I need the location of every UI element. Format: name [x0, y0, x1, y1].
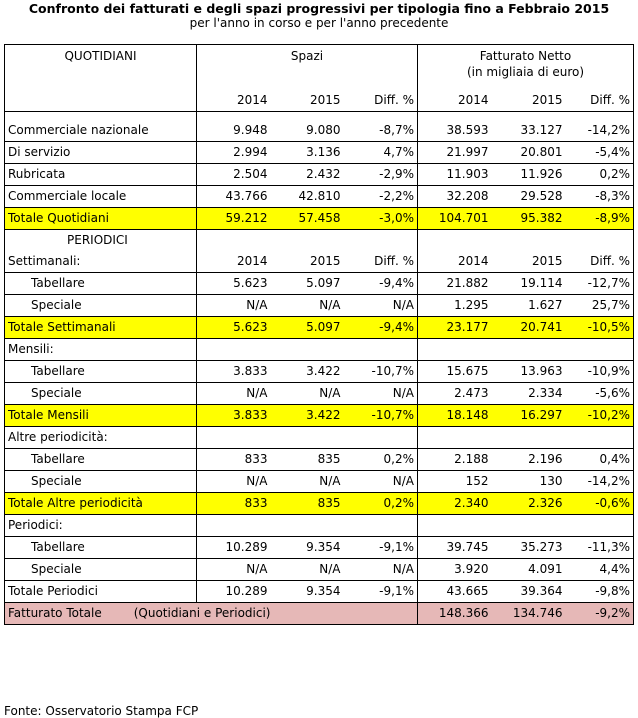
table-row [5, 186, 634, 208]
row-label: Totale Altre periodicità [5, 492, 197, 514]
row-label: Speciale [5, 294, 197, 316]
row-value: 9.354 [271, 536, 344, 558]
row-label: Totale Quotidiani [5, 208, 197, 230]
row-value: 11.926 [492, 164, 566, 186]
year-2014-header: 2014 [197, 251, 271, 273]
row-value: -5,4% [566, 142, 634, 164]
row-value: 20.741 [492, 316, 566, 338]
row-value: 2.326 [492, 492, 566, 514]
row-label: Commerciale locale [5, 186, 197, 208]
row-value: 9.948 [197, 120, 271, 142]
row-value: N/A [197, 558, 271, 580]
diff-header: Diff. % [344, 90, 418, 112]
row-label: Speciale [5, 558, 197, 580]
row-value: -8,7% [344, 120, 418, 142]
row-value: 59.212 [197, 208, 271, 230]
total-periodici-row [5, 580, 634, 602]
row-value: 39.745 [418, 536, 492, 558]
row-value: -2,9% [344, 164, 418, 186]
row-value: 23.177 [418, 316, 492, 338]
row-value: 19.114 [492, 273, 566, 295]
row-value: 43.665 [418, 580, 492, 602]
row-value: 3.136 [271, 142, 344, 164]
row-label: Commerciale nazionale [5, 120, 197, 142]
fatturato-heading-label: Fatturato Netto [479, 49, 572, 63]
year-2015-header: 2015 [492, 251, 566, 273]
row-value: -14,2% [566, 120, 634, 142]
row-value: 29.528 [492, 186, 566, 208]
quotidiani-heading: QUOTIDIANI [5, 45, 197, 91]
row-value: 9.354 [271, 580, 344, 602]
row-value: 3.422 [271, 404, 344, 426]
row-value: N/A [197, 470, 271, 492]
table-row [5, 164, 634, 186]
row-value: 4.091 [492, 558, 566, 580]
row-label: Tabellare [5, 448, 197, 470]
row-value: 10.289 [197, 536, 271, 558]
row-value: N/A [344, 382, 418, 404]
diff-header: Diff. % [344, 251, 418, 273]
row-value: -10,9% [566, 360, 634, 382]
row-value: 5.097 [271, 273, 344, 295]
row-value: 2.334 [492, 382, 566, 404]
source-note: Fonte: Osservatorio Stampa FCP [4, 704, 199, 718]
fatturato-totale-label: Fatturato Totale [8, 605, 102, 620]
table-row [5, 360, 634, 382]
row-value: 32.208 [418, 186, 492, 208]
row-value: 4,7% [344, 142, 418, 164]
row-value: 152 [418, 470, 492, 492]
row-value: 0,2% [566, 164, 634, 186]
row-value: -10,2% [566, 404, 634, 426]
row-value: 2.432 [271, 164, 344, 186]
row-value: N/A [344, 558, 418, 580]
row-label: Speciale [5, 470, 197, 492]
row-value: 39.364 [492, 580, 566, 602]
row-value: 835 [271, 492, 344, 514]
row-value: 38.593 [418, 120, 492, 142]
row-value: -10,7% [344, 360, 418, 382]
row-value: -8,3% [566, 186, 634, 208]
row-value: 57.458 [271, 208, 344, 230]
year-2014-header: 2014 [197, 90, 271, 112]
altre-label-row [5, 426, 634, 448]
row-value: 2.340 [418, 492, 492, 514]
row-label: Tabellare [5, 536, 197, 558]
row-value: 35.273 [492, 536, 566, 558]
row-value: -8,9% [566, 208, 634, 230]
row-value: 13.963 [492, 360, 566, 382]
total-mensili-row [5, 404, 634, 426]
section-label: Periodici: [5, 514, 197, 536]
row-value: N/A [271, 294, 344, 316]
total-settimanali-row [5, 316, 634, 338]
row-value: 833 [197, 448, 271, 470]
row-value: 2.196 [492, 448, 566, 470]
row-value: -5,6% [566, 382, 634, 404]
row-value: 9.080 [271, 120, 344, 142]
row-value: -9,1% [344, 580, 418, 602]
row-value: -9,8% [566, 580, 634, 602]
fatturato-heading-sub: (in migliaia di euro) [466, 65, 585, 79]
page-title: Confronto dei fatturati e degli spazi progressivi per tipologia fino a Febbraio 2015 [28, 1, 610, 16]
periodici-label-row [5, 514, 634, 536]
row-value: -3,0% [344, 208, 418, 230]
row-value: 2.473 [418, 382, 492, 404]
row-value: 0,2% [344, 448, 418, 470]
row-value: -10,7% [344, 404, 418, 426]
row-label: Totale Settimanali [5, 316, 197, 338]
table-row [5, 142, 634, 164]
table-row [5, 273, 634, 295]
section-label: Mensili: [5, 338, 197, 360]
row-value: 0,4% [566, 448, 634, 470]
row-value: 11.903 [418, 164, 492, 186]
row-value: 5.623 [197, 273, 271, 295]
total-quotidiani-row [5, 208, 634, 230]
row-label: Di servizio [5, 142, 197, 164]
row-value: 18.148 [418, 404, 492, 426]
row-value: 148.366 [418, 602, 492, 624]
row-value: 134.746 [492, 602, 566, 624]
row-value: N/A [344, 470, 418, 492]
row-label: Tabellare [5, 360, 197, 382]
row-value: 16.297 [492, 404, 566, 426]
year-2014-header: 2014 [418, 90, 492, 112]
row-value: -0,6% [566, 492, 634, 514]
row-value: 2.504 [197, 164, 271, 186]
row-value: 130 [492, 470, 566, 492]
table-row [5, 294, 634, 316]
row-value: 95.382 [492, 208, 566, 230]
fatturato-totale-row [5, 602, 634, 624]
row-value: -14,2% [566, 470, 634, 492]
row-value: 10.289 [197, 580, 271, 602]
row-value: -9,2% [566, 602, 634, 624]
row-label: Totale Mensili [5, 404, 197, 426]
total-altre-row [5, 492, 634, 514]
row-value: 21.997 [418, 142, 492, 164]
table-row [5, 382, 634, 404]
row-label: Speciale [5, 382, 197, 404]
row-value: 3.833 [197, 360, 271, 382]
row-value: 21.882 [418, 273, 492, 295]
diff-header: Diff. % [566, 90, 634, 112]
row-value: 25,7% [566, 294, 634, 316]
row-label: Rubricata [5, 164, 197, 186]
row-value: 2.994 [197, 142, 271, 164]
table-row [5, 448, 634, 470]
year-2015-header: 2015 [271, 90, 344, 112]
row-value: 1.627 [492, 294, 566, 316]
row-value: 835 [271, 448, 344, 470]
row-value: -12,7% [566, 273, 634, 295]
revenue-table [4, 44, 634, 625]
table-row [5, 120, 634, 142]
diff-header: Diff. % [566, 251, 634, 273]
row-value: -9,1% [344, 536, 418, 558]
settimanali-header-row [5, 251, 634, 273]
row-value: 5.097 [271, 316, 344, 338]
row-value: 42.810 [271, 186, 344, 208]
year-2015-header: 2015 [492, 90, 566, 112]
section-label: Settimanali: [5, 251, 197, 273]
row-value: 0,2% [344, 492, 418, 514]
row-value: 833 [197, 492, 271, 514]
year-2014-header: 2014 [418, 251, 492, 273]
row-value: 43.766 [197, 186, 271, 208]
fatturato-heading [418, 45, 634, 81]
row-label: Tabellare [5, 273, 197, 295]
row-value: -2,2% [344, 186, 418, 208]
table-row [5, 558, 634, 580]
fatturato-totale-note: (Quotidiani e Periodici) [133, 605, 271, 620]
row-value: 4,4% [566, 558, 634, 580]
row-value: N/A [271, 382, 344, 404]
row-value: 1.295 [418, 294, 492, 316]
row-value: 20.801 [492, 142, 566, 164]
row-value: 15.675 [418, 360, 492, 382]
row-value: -9,4% [344, 316, 418, 338]
row-value: -10,5% [566, 316, 634, 338]
row-label: Totale Periodici [5, 580, 197, 602]
row-value: N/A [197, 382, 271, 404]
row-value: 2.188 [418, 448, 492, 470]
row-value: 3.920 [418, 558, 492, 580]
spazi-heading: Spazi [197, 45, 418, 81]
page-subtitle: per l'anno in corso e per l'anno precedente [189, 16, 449, 30]
row-value: N/A [271, 470, 344, 492]
mensili-label-row [5, 338, 634, 360]
table-row [5, 536, 634, 558]
row-value: N/A [271, 558, 344, 580]
row-value: N/A [344, 294, 418, 316]
row-value: 104.701 [418, 208, 492, 230]
row-value: 3.833 [197, 404, 271, 426]
year-2015-header: 2015 [271, 251, 344, 273]
table-row [5, 470, 634, 492]
row-value: 33.127 [492, 120, 566, 142]
row-value: 3.422 [271, 360, 344, 382]
row-value: N/A [197, 294, 271, 316]
periodici-heading: PERIODICI [5, 230, 197, 252]
row-value: 5.623 [197, 316, 271, 338]
periodici-heading-row [5, 230, 634, 252]
row-value: -9,4% [344, 273, 418, 295]
section-label: Altre periodicità: [5, 426, 197, 448]
row-value: -11,3% [566, 536, 634, 558]
